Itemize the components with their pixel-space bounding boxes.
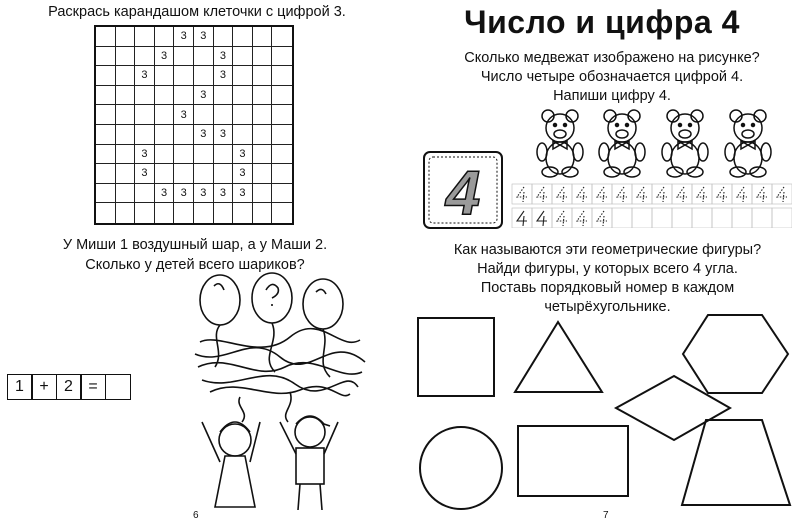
rectangle-shape — [518, 426, 628, 496]
grid-cell — [233, 203, 253, 223]
grid-cell — [174, 145, 194, 165]
grid-cell — [116, 145, 136, 165]
grid-cell: 3 — [233, 164, 253, 184]
grid-cell — [96, 105, 116, 125]
triangle-shape — [515, 322, 602, 392]
grid-cell: 3 — [233, 184, 253, 204]
grid-cell — [233, 125, 253, 145]
equation-boxes — [8, 374, 131, 400]
grid-cell — [253, 105, 273, 125]
shapes-instruction-line2: Найди фигуры, у которых всего 4 угла. — [477, 261, 738, 277]
bears-instruction-line3: Напиши цифру 4. — [553, 88, 671, 104]
grid-cell — [155, 203, 175, 223]
grid-cell — [233, 27, 253, 47]
grid-cell — [194, 47, 214, 67]
page-title: Число и цифра 4 — [464, 4, 740, 40]
bears-instruction-line1: Сколько медвежат изображено на рисунке? — [464, 50, 760, 66]
grid-cell — [253, 203, 273, 223]
grid-cell — [155, 66, 175, 86]
grid-cell — [174, 125, 194, 145]
grid-cell — [116, 86, 136, 106]
grid-cell — [174, 86, 194, 106]
grid-cell: 3 — [135, 164, 155, 184]
grid-cell: 3 — [214, 125, 234, 145]
grid-cell — [155, 145, 175, 165]
grid-cell: 3 — [214, 184, 234, 204]
grid-cell — [96, 47, 116, 67]
balloon-right — [303, 279, 343, 329]
grid-cell: 3 — [194, 27, 214, 47]
grid-cell — [233, 105, 253, 125]
grid-cell — [155, 164, 175, 184]
grid-cell — [135, 105, 155, 125]
grid-cell — [253, 47, 273, 67]
teddy-bear — [599, 110, 645, 177]
grid-cell — [272, 125, 292, 145]
grid-cell — [272, 105, 292, 125]
grid-cell — [214, 86, 234, 106]
grid-cell: 3 — [174, 105, 194, 125]
grid-cell: 3 — [214, 66, 234, 86]
writing-practice-rows — [510, 182, 792, 228]
grid-cell — [174, 66, 194, 86]
grid-cell: 3 — [174, 184, 194, 204]
grid-cell: 3 — [135, 66, 155, 86]
grid-cell — [272, 66, 292, 86]
grid-cell — [96, 164, 116, 184]
grid-cell — [116, 184, 136, 204]
grid-cell — [135, 125, 155, 145]
grid-cell — [194, 145, 214, 165]
page-number-left: 6 — [193, 510, 199, 521]
grid-cell — [214, 203, 234, 223]
grid-cell — [135, 27, 155, 47]
geometric-shapes — [410, 310, 800, 515]
balloon-question-line2: Сколько у детей всего шариков? — [85, 257, 305, 273]
circle-shape — [420, 427, 502, 509]
grid-cell — [233, 86, 253, 106]
equation-box: 1 — [7, 374, 33, 400]
grid-cell — [214, 27, 234, 47]
grid-cell — [174, 164, 194, 184]
coloring-grid — [94, 25, 294, 225]
grid-cell: 3 — [135, 145, 155, 165]
grid-cell — [155, 105, 175, 125]
grid-cell — [272, 27, 292, 47]
rhombus-shape — [616, 376, 730, 440]
grid-cell: 3 — [155, 47, 175, 67]
grid-cell — [135, 86, 155, 106]
equation-box: = — [80, 374, 106, 400]
grid-cell — [253, 164, 273, 184]
grid-cell — [116, 125, 136, 145]
grid-cell — [96, 203, 116, 223]
page-number-right: 7 — [603, 510, 609, 521]
grid-cell — [174, 47, 194, 67]
grid-cell — [233, 66, 253, 86]
grid-cell — [116, 164, 136, 184]
grid-cell — [96, 27, 116, 47]
grid-cell: 3 — [194, 184, 214, 204]
grid-cell — [174, 203, 194, 223]
grid-cell — [155, 125, 175, 145]
grid-cell — [155, 27, 175, 47]
grid-cell — [272, 47, 292, 67]
shapes-instruction-line3: Поставь порядковый номер в каждом — [480, 280, 735, 296]
shapes-instruction-line1: Как называются эти геометрические фигуры? — [453, 242, 762, 258]
grid-cell — [272, 145, 292, 165]
grid-cell — [253, 27, 273, 47]
grid-cell — [253, 145, 273, 165]
answer-box[interactable] — [105, 374, 131, 400]
grid-cell — [194, 203, 214, 223]
equation-box: + — [31, 374, 57, 400]
grid-cell: 3 — [174, 27, 194, 47]
grid-cell: 3 — [194, 86, 214, 106]
teddy-bears — [530, 108, 780, 180]
grid-cell — [96, 86, 116, 106]
equation-box: 2 — [56, 374, 82, 400]
grid-cell: 3 — [194, 125, 214, 145]
grid-cell — [194, 66, 214, 86]
teddy-bear — [537, 110, 583, 177]
bears-instruction-line2: Число четыре обозначается цифрой 4. — [480, 69, 744, 85]
grid-cell — [233, 47, 253, 67]
grid-cell — [116, 27, 136, 47]
balloon-question-line1: У Миши 1 воздушный шар, а у Маши 2. — [62, 237, 328, 253]
grid-cell — [96, 184, 116, 204]
practice-row — [512, 184, 792, 204]
grid-cell — [272, 203, 292, 223]
grid-cell: 3 — [233, 145, 253, 165]
grid-cell: 3 — [155, 184, 175, 204]
grid-cell — [116, 203, 136, 223]
digit-four: 4 — [445, 159, 481, 228]
teddy-bear — [662, 110, 708, 177]
grid-cell — [253, 125, 273, 145]
balloon-left — [200, 275, 240, 325]
grid-instruction: Раскрась карандашом клеточки с цифрой 3. — [48, 4, 346, 20]
square-shape — [418, 318, 494, 396]
shapes-instruction-line4: четырёхугольнике. — [544, 299, 671, 315]
teddy-bear — [725, 110, 771, 177]
grid-cell — [272, 86, 292, 106]
grid-cell — [194, 164, 214, 184]
grid-cell — [155, 86, 175, 106]
grid-cell — [135, 203, 155, 223]
grid-cell — [214, 105, 234, 125]
grid-cell — [214, 145, 234, 165]
grid-cell — [116, 66, 136, 86]
digit-card — [422, 150, 504, 230]
girl-head — [219, 424, 251, 456]
grid-cell — [194, 105, 214, 125]
grid-cell: 3 — [214, 47, 234, 67]
grid-cell — [253, 86, 273, 106]
grid-cell — [135, 47, 155, 67]
grid-cell — [135, 184, 155, 204]
grid-cell — [96, 125, 116, 145]
grid-cell — [96, 145, 116, 165]
grid-cell — [214, 164, 234, 184]
grid-cell — [96, 66, 116, 86]
practice-row — [512, 208, 792, 228]
grid-cell — [253, 66, 273, 86]
hexagon-shape — [683, 315, 788, 393]
balloons-children-illustration — [180, 272, 380, 512]
trapezoid-shape — [682, 420, 790, 505]
grid-cell — [272, 184, 292, 204]
grid-cell — [253, 184, 273, 204]
grid-cell — [116, 105, 136, 125]
grid-cell — [272, 164, 292, 184]
grid-cell — [116, 47, 136, 67]
